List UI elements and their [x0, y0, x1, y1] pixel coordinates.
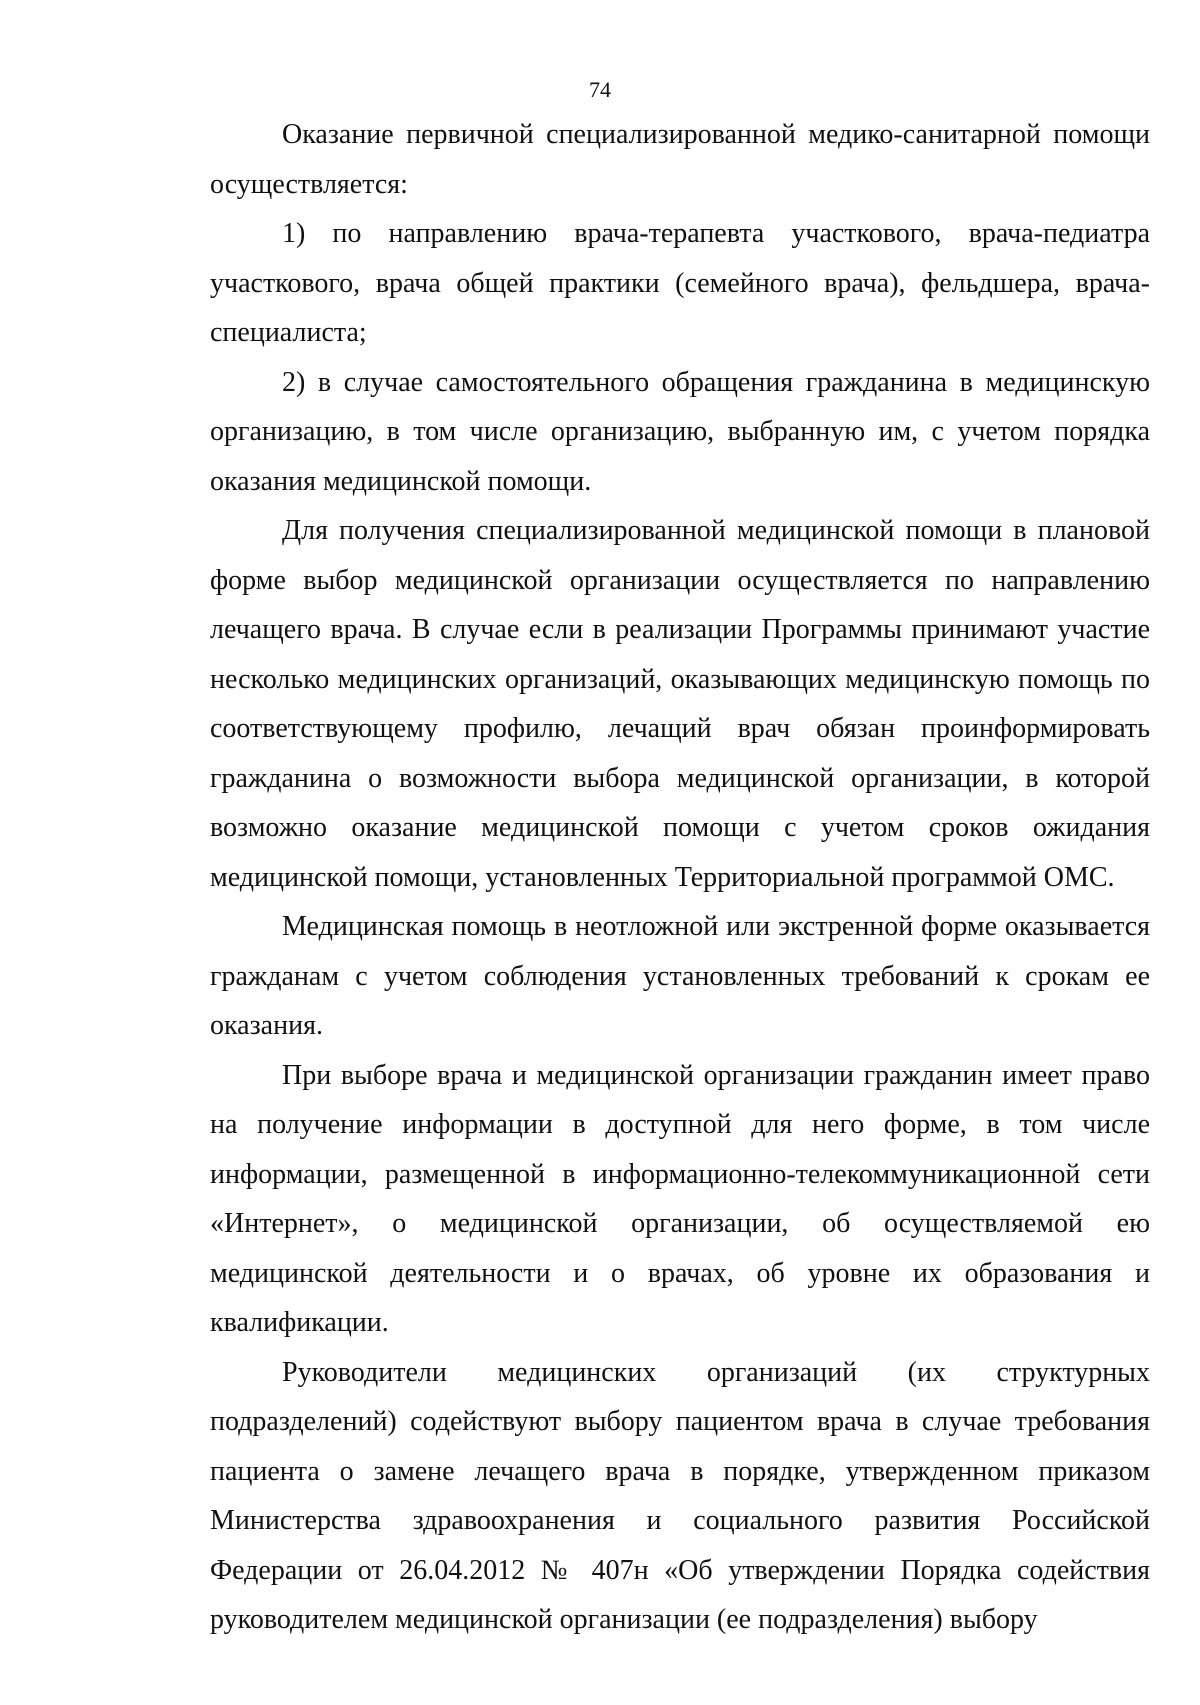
document-body [210, 110, 1150, 1645]
paragraph-heads-of-organizations: Руководители медицинских организаций (их структурных подразделений) содействуют выбору пациентом врача в случае требования пациента о замене лечащего врача в порядке, утвержденном приказом Министерства здравоохранения и социального развития Российской Федерации от 26.04.2012 № 407н «Об утверждении Порядка содействия руководителем медицинской организации (ее подразделения) выбору [210, 1356, 1150, 1635]
paragraph-primary-care-intro: Оказание первичной специализированной медико-санитарной помощи осуществляется: [210, 119, 1150, 200]
paragraph-right-to-information: При выборе врача и медицинской организации гражданин имеет право на получение информации в доступной для него форме, в том числе информации, размещенной в информационно-телекоммуникационной сети «Интернет», о медицинской организации, об осуществляемой ею медицинской деятельности и о врачах, об уровне их образования и квалификации. [210, 1059, 1150, 1338]
page-number: 74 [589, 77, 611, 102]
paragraph-self-referral-item-2: 2) в случае самостоятельного обращения гражданина в медицинскую организацию, в том числе организацию, выбранную им, с учетом порядка оказания медицинской помощи. [210, 366, 1150, 497]
paragraph-emergency-care: Медицинская помощь в неотложной или экстренной форме оказывается гражданам с учетом соблюдения установленных требований к срокам ее оказания. [210, 911, 1150, 1041]
paragraph-referral-item-1: 1) по направлению врача-терапевта участкового, врача-педиатра участкового, врача общей практики (семейного врача), фельдшера, врача-специалиста; [210, 218, 1150, 348]
paragraph-specialized-care: Для получения специализированной медицинской помощи в плановой форме выбор медицинской организации осуществляется по направлению лечащего врача. В случае если в реализации Программы принимают участие несколько медицинских организаций, оказывающих медицинскую помощь по соответствующему профилю, лечащий врач обязан проинформировать гражданина о возможности выбора медицинской организации, в которой возможно оказание медицинской помощи с учетом сроков ожидания медицинской помощи, установленных Территориальной программой ОМС. [210, 515, 1150, 893]
